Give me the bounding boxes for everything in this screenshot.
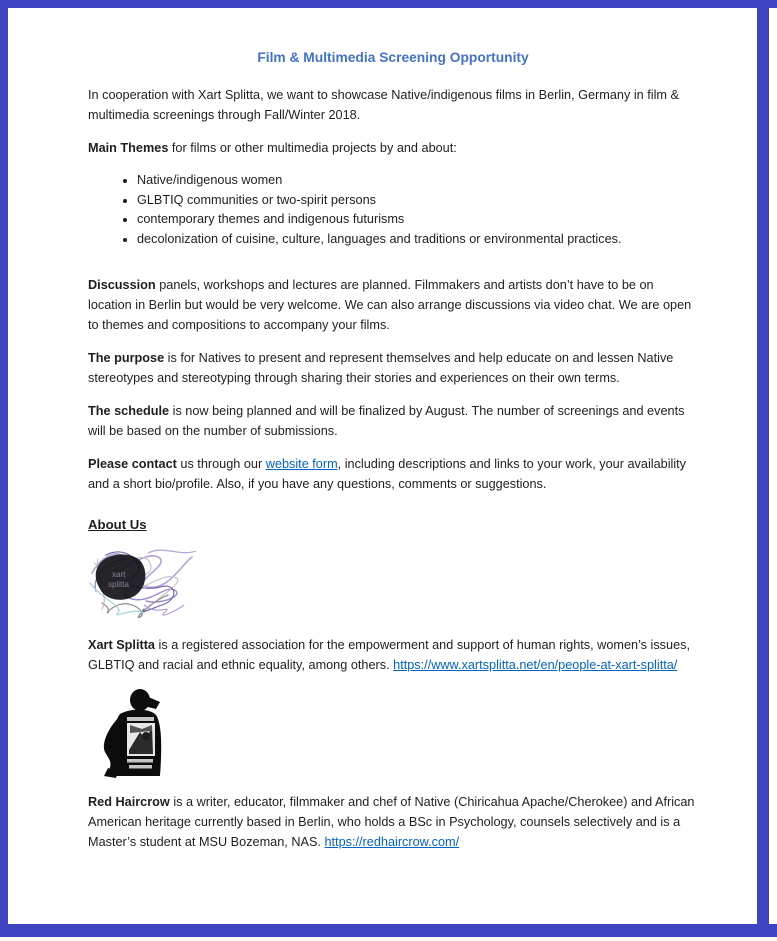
themes-paragraph — [88, 138, 698, 158]
contact-lead: Please contact — [88, 457, 177, 472]
discussion-paragraph — [88, 275, 698, 335]
themes-lead: Main Themes — [88, 141, 169, 155]
page-border-bottom — [0, 924, 777, 937]
contact-paragraph — [88, 454, 698, 494]
logo-text-line1: xart — [112, 570, 126, 580]
xart-lead: Xart Splitta — [88, 638, 155, 653]
purpose-rest: is for Natives to present and represent themselves and help educate on and lessen Native stereotypes and stereotyping through sharing their stories and experiences on their own terms. — [88, 351, 674, 386]
document-page — [88, 48, 698, 865]
xart-splitta-logo — [88, 543, 698, 619]
red-text: is a writer, educator, filmmaker and chef of Native (Chiricahua Apache/Cherokee) and African American heritage currently based in Berlin, who holds a BSc in Psychology, counsels selectively and is a Master’s student at MSU Bozeman, NAS. — [88, 795, 695, 850]
page-border-top — [0, 0, 777, 8]
xart-splitta-link[interactable]: https://www.xartsplitta.net/en/people-at-xart-splitta/ — [393, 658, 678, 673]
schedule-lead: The schedule — [88, 404, 170, 419]
theme-bullet-list — [88, 171, 698, 249]
page-border-left — [0, 0, 8, 937]
schedule-paragraph — [88, 401, 698, 441]
themes-rest: for films or other multimedia projects by and about: — [168, 141, 457, 155]
bullet-item: • Native/indigenous women — [137, 171, 698, 191]
page-border-right — [757, 0, 769, 937]
red-haircrow-link[interactable]: https://redhaircrow.com/ — [324, 835, 460, 850]
about-us-heading: About Us — [88, 517, 147, 533]
discussion-lead: Discussion — [88, 278, 156, 293]
red-paragraph — [88, 792, 698, 852]
purpose-paragraph — [88, 348, 698, 388]
schedule-rest: is now being planned and will be finalized by August. The number of screenings and events will be based on the number of submissions. — [88, 404, 685, 439]
website-form-link[interactable]: website form — [265, 457, 338, 472]
contact-text-before: us through our — [176, 457, 266, 472]
xart-paragraph — [88, 635, 698, 675]
red-lead: Red Haircrow — [88, 795, 170, 810]
contact-text-after: , including descriptions and links to your work, your availability and a short bio/profile. Also, if you have any questions, comments or suggestions. — [88, 457, 687, 492]
discussion-rest: panels, workshops and lectures are planned. Filmmakers and artists don’t have to be on location in Berlin but would be very welcome. We can also arrange discussions via video chat. We are open to themes and compositions to accompany your films. — [88, 278, 692, 333]
bullet-item: • decolonization of cuisine, culture, languages and traditions or environmental practices. — [137, 230, 698, 250]
bullet-item: • GLBTIQ communities or two-spirit persons — [137, 191, 698, 211]
xart-text: is a registered association for the empowerment and support of human rights, women’s issues, GLBTIQ and racial and ethnic equality, among others. — [88, 638, 691, 673]
intro-text: In cooperation with Xart Splitta, we want to showcase Native/indigenous films in Berlin, Germany in film & multimedia screenings through Fall/Winter 2018. — [88, 88, 679, 122]
purpose-lead: The purpose — [88, 351, 165, 366]
intro-paragraph — [88, 85, 698, 125]
bullet-item: • contemporary themes and indigenous futurisms — [137, 210, 698, 230]
logo-text-line2: splitta — [108, 580, 129, 590]
page-title: Film & Multimedia Screening Opportunity — [257, 50, 529, 65]
scribble-logo-image — [88, 543, 198, 619]
silhouette-photo-image — [96, 688, 182, 780]
red-haircrow-photo — [96, 688, 698, 780]
